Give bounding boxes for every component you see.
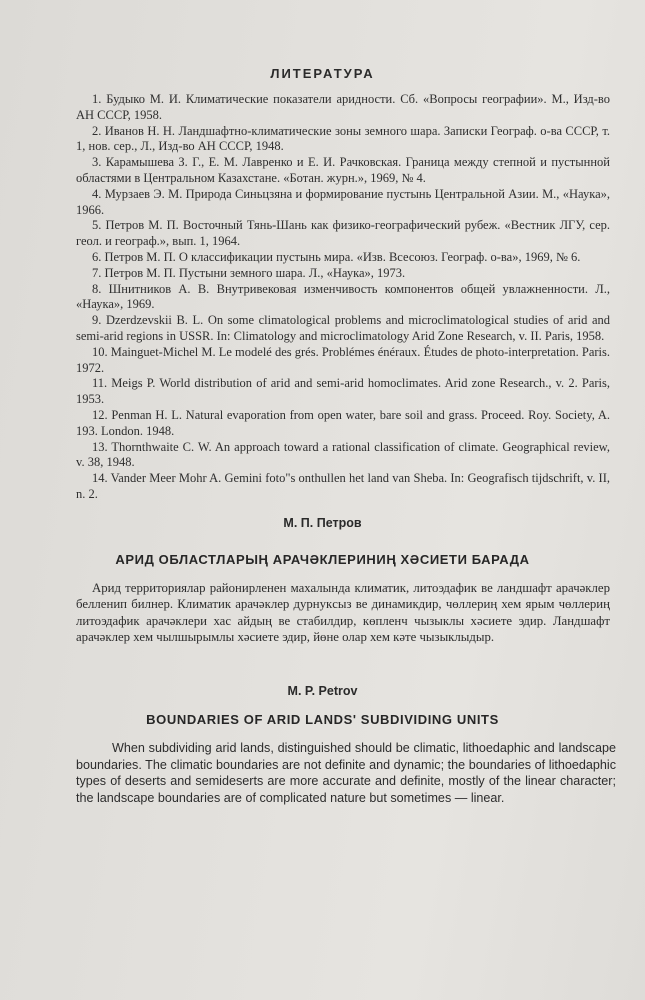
reference-item: 13. Thornthwaite C. W. An approach toward a rational classification of climate. Geographical review, v. 38, 1948. bbox=[76, 439, 610, 470]
turkmen-title: АРИД ОБЛАСТЛАРЫҢ АРАЧӘКЛЕРИНИҢ ХӘСИЕТИ БАРАДА bbox=[115, 552, 530, 567]
reference-item: 12. Penman H. L. Natural evaporation from open water, bare soil and grass. Proceed. Roy. Society, A. 193. London. 1948. bbox=[76, 407, 610, 438]
reference-item: 10. Mainguet-Michel M. Le modelé des grés. Problémes énéraux. Études de photo-interpretation. Paris. 1972. bbox=[76, 344, 610, 375]
reference-item: 2. Иванов Н. Н. Ландшафтно-климатические зоны земного шара. Записки Географ. о-ва СССР, т. 1, нов. сер., Л., Изд-во АН СССР, 1948. bbox=[76, 123, 610, 154]
reference-item: 8. Шнитников А. В. Внутривековая изменчивость компонентов общей увлажненности. Л., «Наука», 1969. bbox=[76, 281, 610, 312]
english-abstract: When subdividing arid lands, distinguished should be climatic, lithoedaphic and landscape boundaries. The climatic boundaries are not definite and dynamic; the boundaries of lithoedaphic types of deserts and semideserts are more accurate and definite, mostly of the linear character; the landscape boundaries are of complicated nature but sometimes — linear. bbox=[76, 741, 616, 805]
literature-title: ЛИТЕРАТУРА bbox=[270, 66, 375, 81]
reference-item: 14. Vander Meer Mohr A. Gemini foto"s onthullen het land van Sheba. In: Geografisch tijdschrift, v. II, n. 2. bbox=[76, 471, 610, 501]
reference-item: 6. Петров М. П. О классификации пустынь мира. «Изв. Всесоюз. Географ. о-ва», 1969, № 6. bbox=[92, 249, 581, 264]
reference-item: 7. Петров М. П. Пустыни земного шара. Л., «Наука», 1973. bbox=[92, 265, 406, 280]
reference-item: 3. Карамышева З. Г., Е. М. Лавренко и Е. И. Рачковская. Граница между степной и пустынной областями в Центральном Казахстане. «Ботан. журн.», 1969, № 4. bbox=[76, 155, 610, 185]
english-author: M. P. Petrov bbox=[287, 684, 358, 698]
reference-item: 4. Мурзаев Э. М. Природа Синьцзяна и формирование пустынь Центральной Азии. М., «Наука», 1966. bbox=[76, 186, 610, 217]
reference-item: 9. Dzerdzevskii B. L. On some climatological problems and microclimatological studies of arid and semi-arid regions in USSR. In: Climatology and microclimatology Arid Zone Research, v. II. Paris, 1958. bbox=[76, 313, 610, 343]
turkmen-author: М. П. Петров bbox=[283, 516, 362, 530]
english-title: BOUNDARIES OF ARID LANDS' SUBDIVIDING UNITS bbox=[146, 712, 499, 727]
reference-item: 5. Петров М. П. Восточный Тянь-Шань как физико-географический рубеж. «Вестник ЛГУ, сер. геол. и географ.», вып. 1, 1964. bbox=[76, 218, 610, 249]
reference-item: 11. Meigs P. World distribution of arid and semi-arid homoclimates. Arid zone Research., v. 2. Paris, 1953. bbox=[76, 376, 610, 407]
reference-list bbox=[76, 92, 610, 503]
turkmen-abstract: Арид территориялар районирленен махалында климатик, литоэдафик ве ландшафт арачәклер белленип билнер. Климатик арачәклер дурнукcыз ве динамикдир, чөллериң хем ярым чөллериң литоэдафик арачәклери хас айдың ве стабилдир, көпленч чызыклы хәсиете эдир. Ландшафт арачәклер хем чылшырымлы хәсиете эдир, йөне олар хем кәте чызыклыдыр. bbox=[76, 581, 610, 645]
reference-item: 1. Будыко М. И. Климатические показатели аридности. Сб. «Вопросы географии». М., Изд-во АН СССР, 1958. bbox=[76, 92, 610, 122]
